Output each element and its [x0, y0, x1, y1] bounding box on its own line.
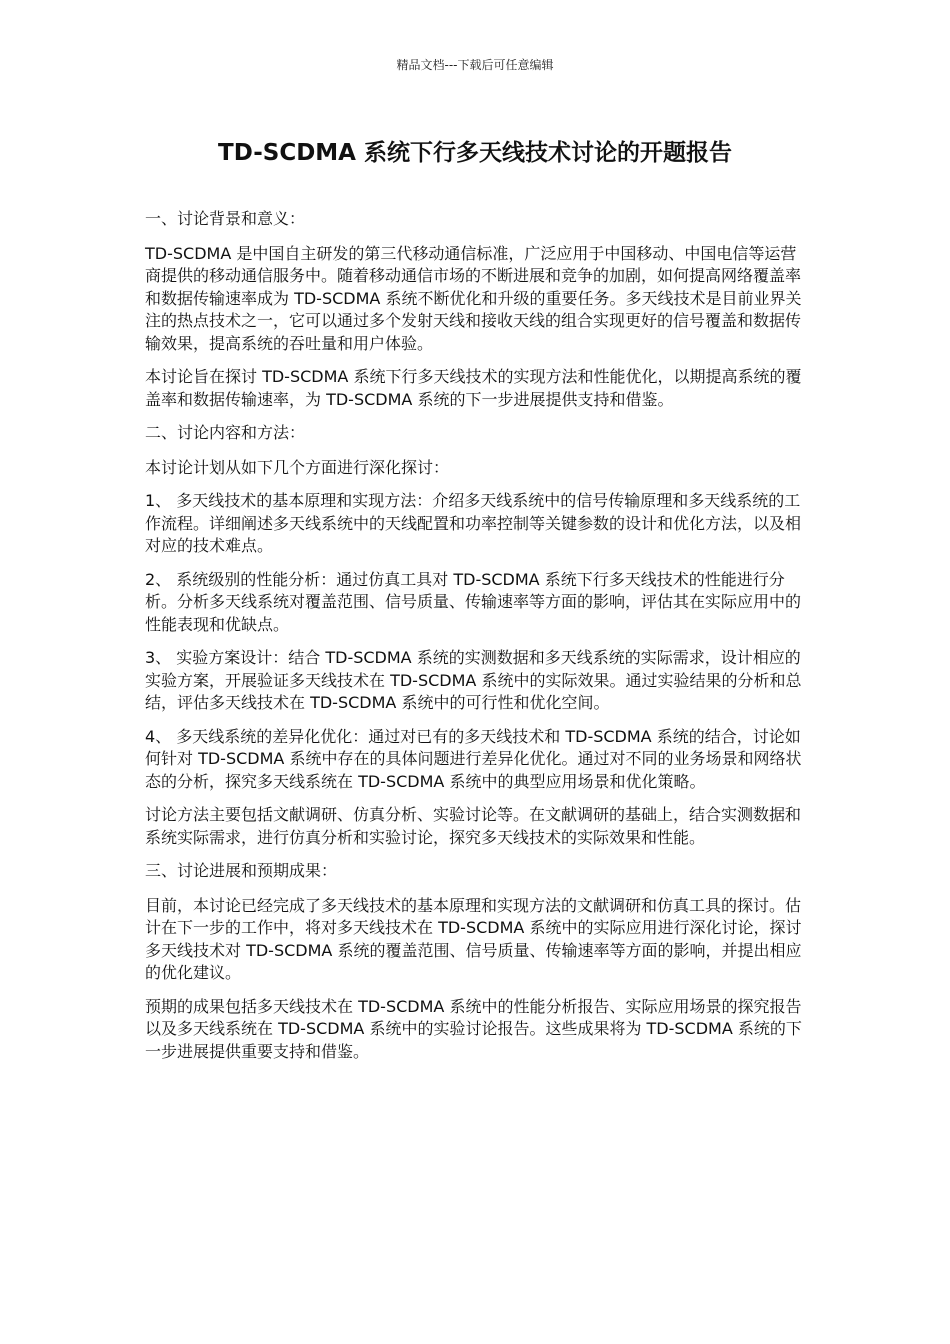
section-1-paragraph-2: 本讨论旨在探讨 TD-SCDMA 系统下行多天线技术的实现方法和性能优化，以期提高系统的覆盖率和数据传输速率，为 TD-SCDMA 系统的下一步进展提供支持和借鉴。 — [145, 367, 802, 409]
section-2-item-4: 4、 多天线系统的差异化优化：通过对已有的多天线技术和 TD-SCDMA 系统的结合，讨论如何针对 TD-SCDMA 系统中存在的具体问题进行差异化优化。通过对不同的业务场景和网络状态的分析，探究多天线系统在 TD-SCDMA 系统中的典型应用场景和优化策略。 — [145, 726, 802, 791]
document-title: TD-SCDMA 系统下行多天线技术讨论的开题报告 — [218, 140, 732, 166]
section-1-paragraph-1: TD-SCDMA 是中国自主研发的第三代移动通信标准，广泛应用于中国移动、中国电信等运营商提供的移动通信服务中。随着移动通信市场的不断进展和竞争的加剧，如何提高网络覆盖率和数据传输速率成为 TD-SCDMA 系统不断优化和升级的重要任务。多天线技术是目前业界关注的热点技术之一，它可以通过多个发射天线和接收天线的组合实现更好的信号覆盖和数据传输效果，提高系统的吞吐量和用户体验。 — [145, 243, 802, 353]
page-header-note: 精品文档---下载后可任意编辑 — [396, 58, 554, 72]
document-body — [145, 208, 807, 1074]
section-2-method: 讨论方法主要包括文献调研、仿真分析、实验讨论等。在文献调研的基础上，结合实测数据和系统实际需求，进行仿真分析和实验讨论，探究多天线技术的实际效果和性能。 — [145, 805, 802, 847]
section-2-intro: 本讨论计划从如下几个方面进行深化探讨： — [145, 457, 450, 477]
section-2-item-1: 1、 多天线技术的基本原理和实现方法：介绍多天线系统中的信号传输原理和多天线系统的工作流程。详细阐述多天线系统中的天线配置和功率控制等关键参数的设计和优化方法，以及相对应的技术难点。 — [145, 491, 802, 555]
section-2-heading: 二、讨论内容和方法： — [145, 423, 306, 442]
section-3-heading: 三、讨论进展和预期成果： — [145, 861, 338, 880]
section-2-item-3: 3、 实验方案设计：结合 TD-SCDMA 系统的实测数据和多天线系统的实际需求，设计相应的实验方案，开展验证多天线技术在 TD-SCDMA 系统中的实际效果。通过实验结果的分析和总结，评估多天线技术在 TD-SCDMA 系统中的可行性和优化空间。 — [145, 648, 802, 712]
section-1-heading: 一、讨论背景和意义： — [145, 209, 306, 228]
section-2-item-2: 2、 系统级别的性能分析：通过仿真工具对 TD-SCDMA 系统下行多天线技术的性能进行分析。分析多天线系统对覆盖范围、信号质量、传输速率等方面的影响，评估其在实际应用中的性能表现和优缺点。 — [145, 569, 802, 634]
section-3-paragraph-1: 目前，本讨论已经完成了多天线技术的基本原理和实现方法的文献调研和仿真工具的探讨。估计在下一步的工作中，将对多天线技术在 TD-SCDMA 系统中的实际应用进行深化讨论，探讨多天线技术对 TD-SCDMA 系统的覆盖范围、信号质量、传输速率等方面的影响，并提出相应的优化建议。 — [145, 895, 802, 982]
section-3-paragraph-2: 预期的成果包括多天线技术在 TD-SCDMA 系统中的性能分析报告、实际应用场景的探究报告以及多天线系统在 TD-SCDMA 系统中的实验讨论报告。这些成果将为 TD-SCDMA 系统的下一步进展提供重要支持和借鉴。 — [145, 996, 802, 1061]
